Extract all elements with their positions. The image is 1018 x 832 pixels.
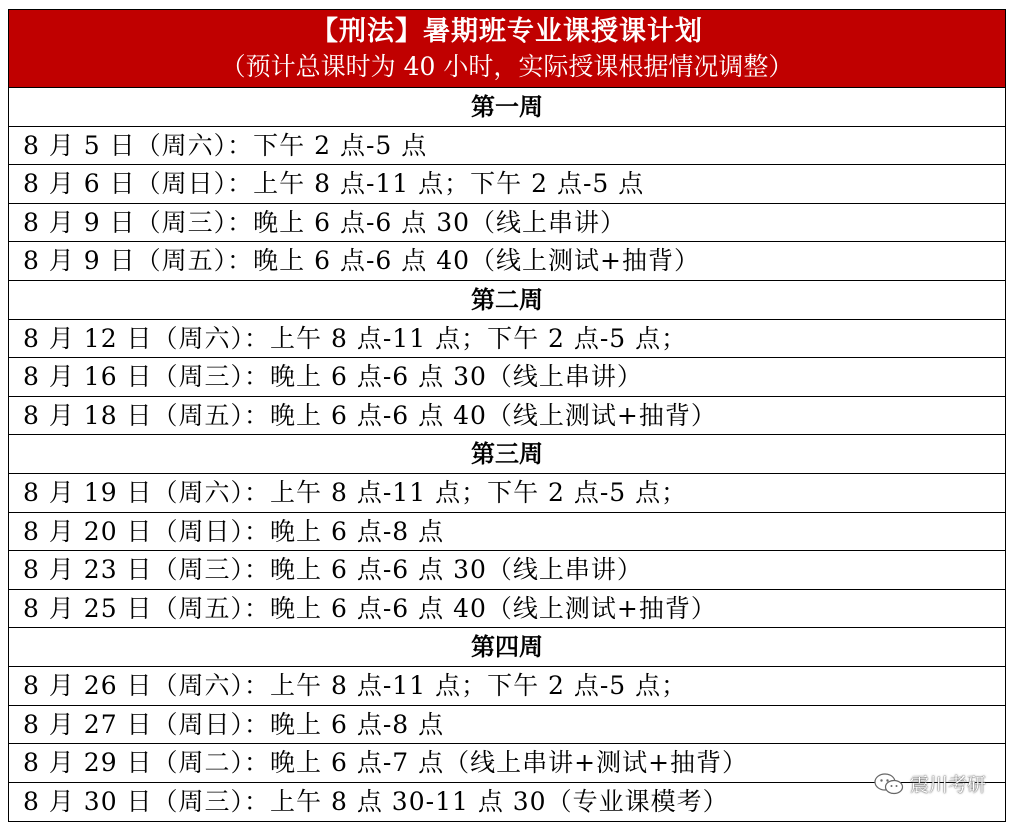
- week-heading-3: 第三周: [9, 435, 1005, 474]
- table-header: [9, 10, 1005, 88]
- wechat-icon: [874, 772, 904, 796]
- schedule-row: 8 月 26 日（周六）：上午 8 点-11 点；下午 2 点-5 点；: [9, 667, 1005, 706]
- schedule-row: 8 月 5 日（周六）：下午 2 点-5 点: [9, 127, 1005, 166]
- page-subtitle: （预计总课时为 40 小时，实际授课根据情况调整）: [220, 52, 794, 81]
- schedule-row: 8 月 6 日（周日）：上午 8 点-11 点；下午 2 点-5 点: [9, 165, 1005, 204]
- schedule-row: 8 月 30 日（周三）：上午 8 点 30-11 点 30（专业课模考）: [23, 786, 729, 816]
- schedule-row: 8 月 29 日（周二）：晚上 6 点-7 点（线上串讲+测试+抽背）: [9, 744, 1005, 783]
- schedule-row: 8 月 9 日（周五）：晚上 6 点-6 点 40（线上测试+抽背）: [9, 242, 1005, 281]
- watermark: [874, 770, 986, 797]
- watermark-text: 震川考研: [909, 774, 986, 796]
- schedule-row: 8 月 20 日（周日）：晚上 6 点-8 点: [9, 513, 1005, 552]
- schedule-table: [8, 9, 1006, 822]
- schedule-row: 8 月 23 日（周三）：晚上 6 点-6 点 30（线上串讲）: [9, 551, 1005, 590]
- week-heading-4: 第四周: [9, 628, 1005, 667]
- schedule-row: 8 月 25 日（周五）：晚上 6 点-6 点 40（线上测试+抽背）: [9, 590, 1005, 629]
- schedule-row: 8 月 27 日（周日）：晚上 6 点-8 点: [9, 706, 1005, 745]
- page-title: 【刑法】暑期班专业课授课计划: [311, 16, 703, 47]
- week-heading-1: 第一周: [9, 88, 1005, 127]
- schedule-row: 8 月 16 日（周三）：晚上 6 点-6 点 30（线上串讲）: [9, 358, 1005, 397]
- schedule-row: 8 月 18 日（周五）：晚上 6 点-6 点 40（线上测试+抽背）: [9, 397, 1005, 436]
- schedule-row: 8 月 9 日（周三）：晚上 6 点-6 点 30（线上串讲）: [9, 204, 1005, 243]
- week-heading-2: 第二周: [9, 281, 1005, 320]
- schedule-row: 8 月 19 日（周六）：上午 8 点-11 点；下午 2 点-5 点；: [9, 474, 1005, 513]
- schedule-row: 8 月 12 日（周六）：上午 8 点-11 点；下午 2 点-5 点；: [9, 320, 1005, 359]
